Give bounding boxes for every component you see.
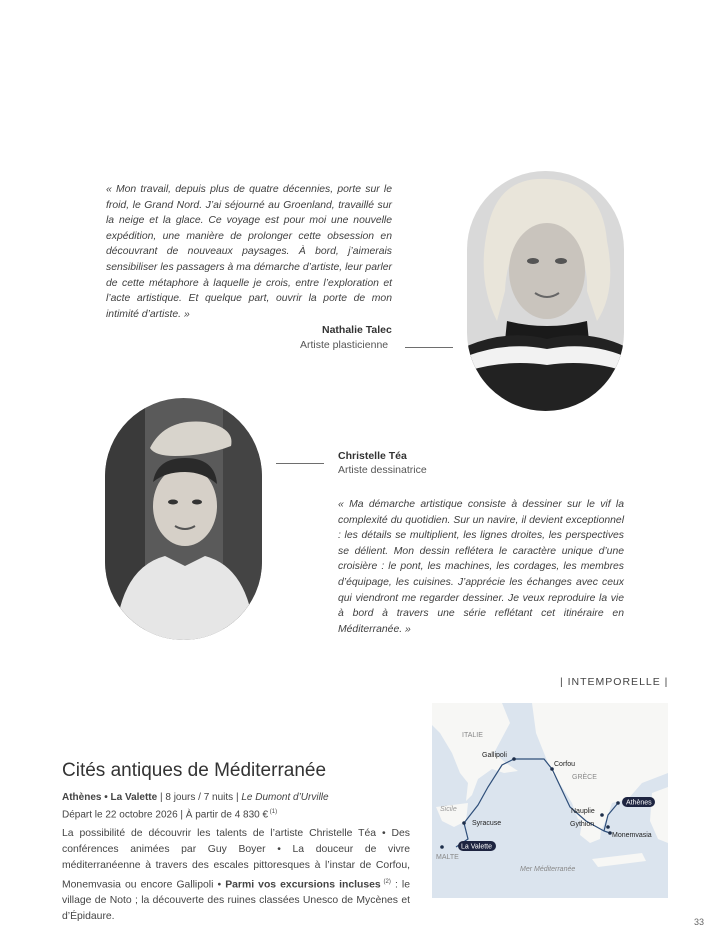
cruise-route: Athènes • La Valette (62, 792, 158, 803)
port-dot (600, 813, 604, 817)
artist-name-nathalie: Nathalie Talec (322, 324, 392, 336)
quote-christelle-tea: « Ma démarche artistique consiste à dessiner sur le vif la complexité du quotidien. Sur un navire, il devient exceptionnel : les détails se multiplient, les lignes droites, les perspectives se délient. Mon dessin reflétera le caractère unique d’une croisière : le pont, les machines, les cordages, les membres d’équipage, les cuisines. J’apprécie les échanges avec ceux qui viendront me regarder dessiner. Je veux reproduire la vie à bord à travers une série reflétant cet itinéraire en Méditerranée. » (338, 499, 624, 635)
quote-nathalie-talec: « Mon travail, depuis plus de quatre décennies, porte sur le froid, le Grand Nord. J’ai séjourné au Groenland, travaillé sur la neige et la glace. Ce voyage est pour moi une nouvelle expédition, une manière de prolonger cette obsession en découvrant de nouveaux paysages. À bord, j’aimerais sensibiliser les passagers à ma démarche d’artiste, leur parler de cette métaphore à laquelle je crois, entre l’exploration et l’acte artistique. Et quelque part, ouvrir la porte de mon intimité d’artiste. » (106, 184, 392, 320)
divider-line (405, 347, 453, 348)
description-text: La possibilité de découvrir les talents de l’artiste Christelle Téa • Des conférences animées par Guy Boyer • La douceur de vivre méditerranéenne à travers des escales pittoresques à l’instar de Corfou, Monemvasia ou encore Gallipoli • (62, 828, 410, 891)
port-athenes: Athènes (626, 799, 652, 807)
port-corfou: Corfou (554, 761, 576, 768)
portrait-christelle-tea (105, 398, 262, 640)
port-monemvasia: Monemvasia (612, 832, 652, 839)
artist-role-christelle: Artiste dessinatrice (338, 464, 427, 476)
collection-tag: | INTEMPORELLE | (560, 676, 669, 688)
description-note: (2) (380, 879, 391, 885)
artist-role-nathalie: Artiste plasticienne (300, 339, 389, 351)
cruise-departure: Départ le 22 octobre 2026 | À partir de 4 830 € (62, 809, 269, 821)
port-dot (462, 821, 466, 825)
cruise-title: Cités antiques de Méditerranée (62, 760, 327, 781)
portrait-nathalie-talec (467, 171, 624, 411)
port-dot (440, 845, 444, 849)
port-dot (512, 757, 516, 761)
map-label-malte: MALTE (436, 854, 459, 861)
departure-note: (1) (268, 809, 278, 815)
port-gallipoli: Gallipoli (482, 752, 507, 759)
cruise-ship: Le Dumont d’Urville (241, 792, 329, 803)
description-bold: Parmi vos excursions incluses (225, 879, 381, 891)
map-label-italie: ITALIE (462, 732, 483, 739)
map-label-mer: Mer Méditerranée (520, 866, 576, 873)
port-nauplie: Nauplie (571, 808, 595, 815)
map-label-sicile: Sicile (440, 806, 457, 813)
port-dot (606, 825, 610, 829)
port-dot (616, 801, 620, 805)
port-gythion: Gythion (570, 821, 595, 828)
page-number: 33 (694, 917, 705, 927)
description-text-end: : le village de Noto ; la découverte des ruines classées Unesco de Mycènes et d’Épidaure. (62, 879, 411, 923)
port-syracuse: Syracuse (472, 820, 502, 827)
cruise-description (62, 826, 410, 925)
port-la-valette: La Valette (461, 843, 493, 851)
map-label-grece: GRÈCE (572, 774, 597, 781)
divider-line (276, 463, 324, 464)
cruise-duration: | 8 jours / 7 nuits | (157, 792, 242, 803)
artist-name-christelle: Christelle Téa (338, 450, 407, 462)
itinerary-map (432, 703, 668, 898)
cruise-details (62, 790, 329, 822)
